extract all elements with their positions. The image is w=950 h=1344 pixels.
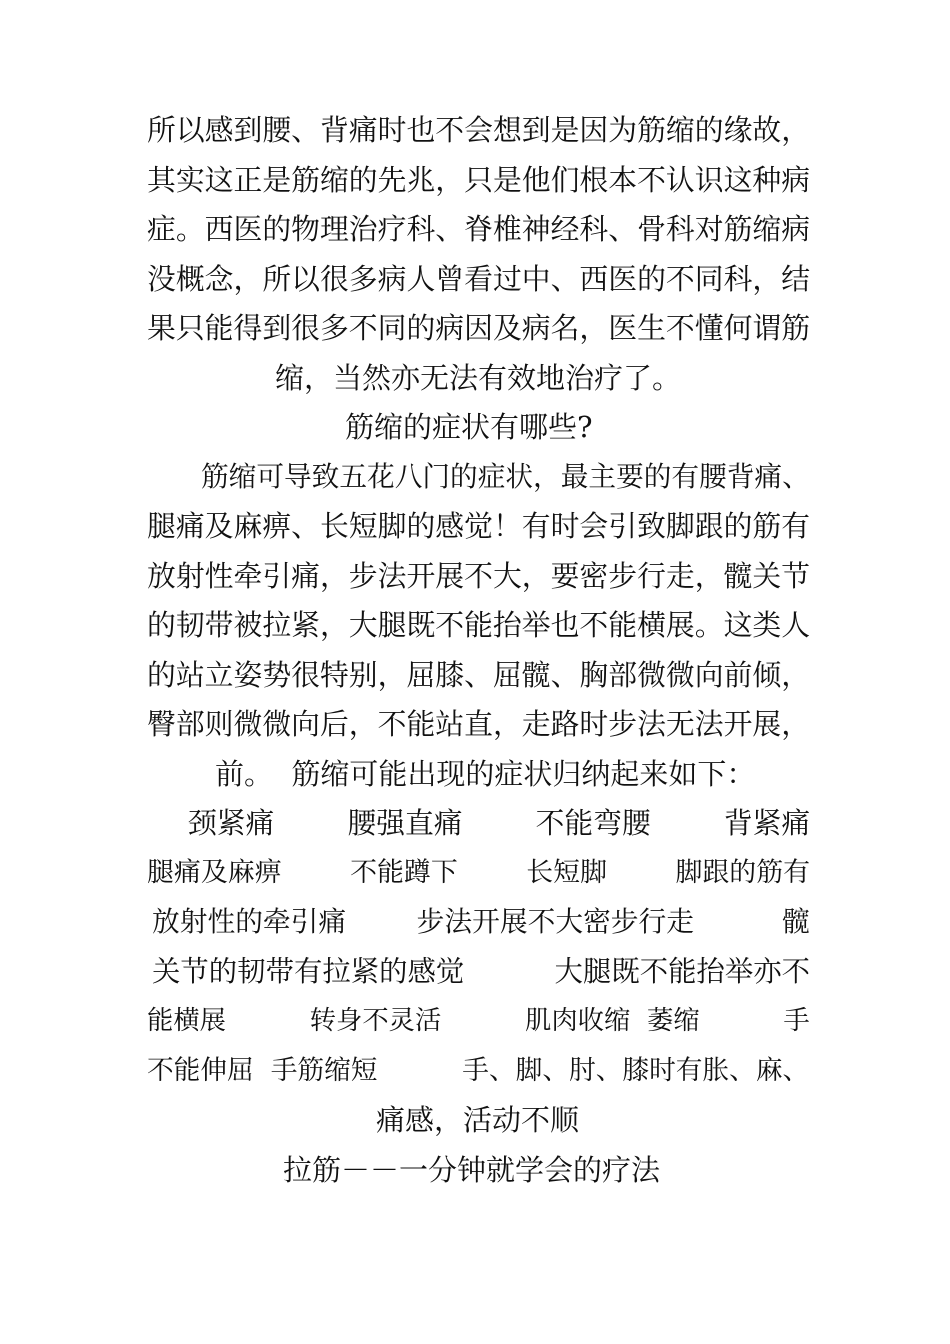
paragraph-line-5: 果只能得到很多不同的病因及病名，医生不懂何谓筋: [147, 311, 811, 345]
symptom-line-5: 能横展 转身不灵活 肌肉收缩 萎缩 手: [147, 1006, 810, 1036]
paragraph-line-2: 其实这正是筋缩的先兆，只是他们根本不认识这种病: [147, 163, 811, 197]
paragraph-line-14: 前。 筋缩可能出现的症状归纳起来如下：: [215, 757, 756, 791]
section-heading: 筋缩的症状有哪些?: [345, 410, 593, 444]
symptom-line-2: 腿痛及麻痹 不能蹲下 长短脚 脚跟的筋有: [147, 857, 811, 888]
paragraph-line-12: 的站立姿势很特别，屈膝、屈髋、胸部微微向前倾，: [147, 658, 811, 692]
paragraph-line-1: 所以感到腰、背痛时也不会想到是因为筋缩的缘故，: [147, 113, 811, 147]
paragraph-line-13: 臀部则微微向后，不能站直，走路时步法无法开展，: [147, 707, 811, 741]
paragraph-line-3: 症。西医的物理治疗科、脊椎神经科、骨科对筋缩病: [147, 212, 811, 246]
paragraph-line-4: 没概念，所以很多病人曾看过中、西医的不同科，结: [147, 262, 811, 296]
symptom-line-3: 放射性的牵引痛 步法开展不大密步行走 髋: [152, 905, 810, 938]
next-section-heading: 拉筋－－一分钟就学会的疗法: [283, 1153, 661, 1187]
symptom-line-6: 不能伸屈 手筋缩短 手、脚、肘、膝时有胀、麻、: [147, 1055, 810, 1086]
symptom-line-1: 颈紧痛 腰强直痛 不能弯腰 背紧痛: [188, 806, 811, 840]
paragraph-line-10: 放射性牵引痛，步法开展不大，要密步行走，髋关节: [147, 559, 811, 593]
paragraph-line-8: 筋缩可导致五花八门的症状，最主要的有腰背痛、: [201, 460, 810, 493]
paragraph-line-9: 腿痛及麻痹、长短脚的感觉！有时会引致脚跟的筋有: [147, 509, 811, 543]
paragraph-line-11: 的韧带被拉紧，大腿既不能抬举也不能横展。这类人: [147, 608, 811, 642]
paragraph-line-6: 缩，当然亦无法有效地治疗了。: [275, 361, 682, 395]
symptom-line-7: 痛感，活动不顺: [376, 1103, 580, 1137]
symptom-line-4: 关节的韧带有拉紧的感觉 大腿既不能抬举亦不: [152, 955, 811, 988]
